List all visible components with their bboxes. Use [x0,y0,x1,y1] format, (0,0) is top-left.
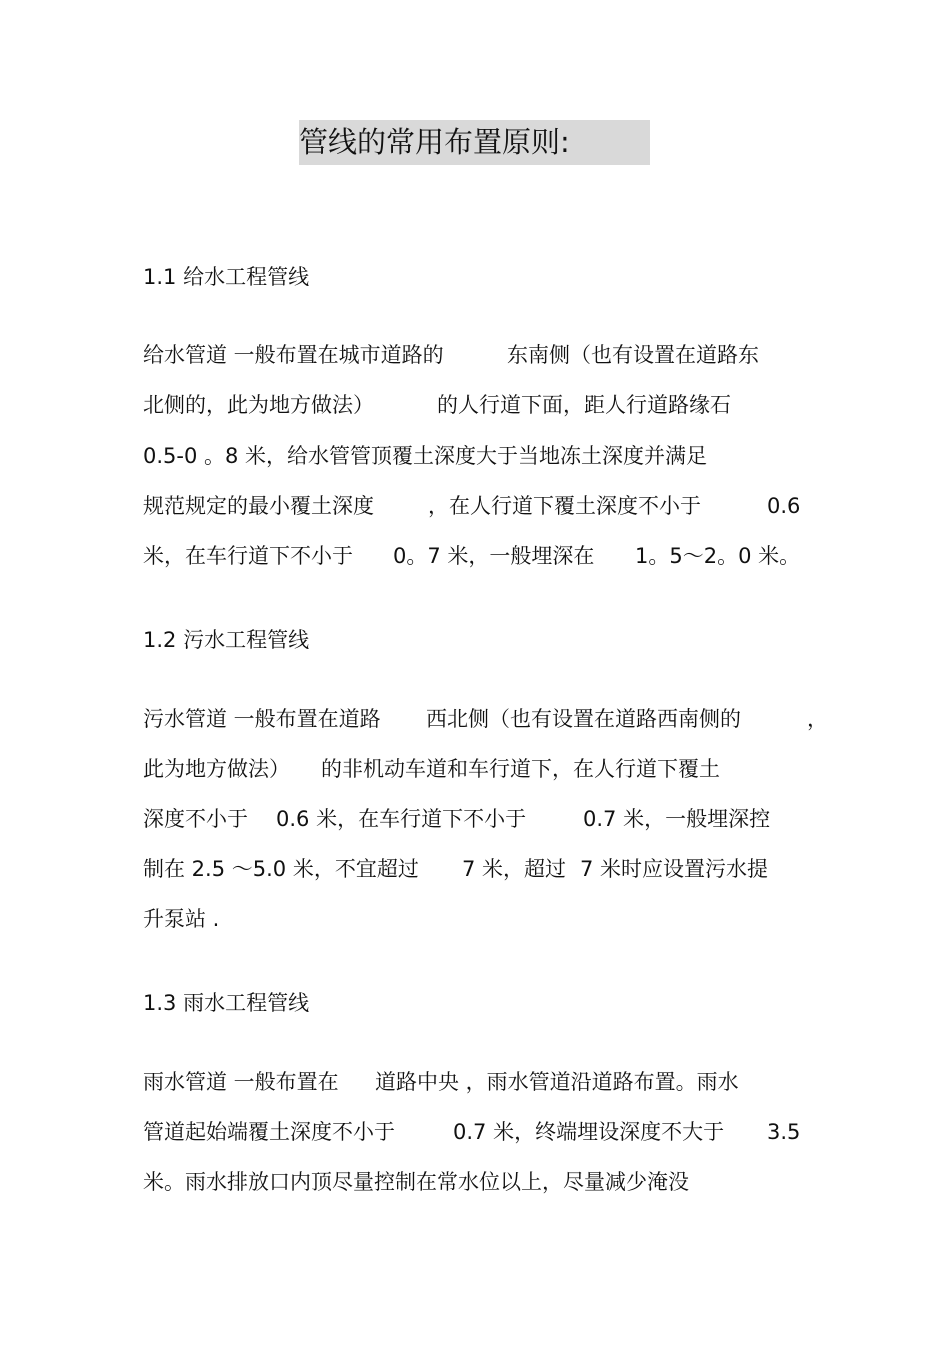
text-segment: 此为地方做法） [143,757,290,781]
text-segment: ， [807,707,828,731]
text-segment: 污水管道 一般布置在道路 [143,707,381,731]
text-segment: 1。5～2。0 米。 [635,544,801,568]
section-heading-1-3: 1.3 雨水工程管线 [143,991,310,1015]
text-segment: 0.7 米，终端埋设深度不大于 [453,1120,725,1144]
text-segment: ，在人行道下覆土深度不小于 [428,494,701,518]
paragraph-line [0,854,950,884]
text-segment: 0.7 米，一般埋深控 [583,807,771,831]
paragraph-line [0,754,950,784]
text-segment: 0.5-0 。8 米，给水管管顶覆土深度大于当地冻土深度并满足 [143,444,708,468]
paragraph-line [0,441,950,471]
paragraph-line [0,1067,950,1097]
paragraph-line [0,1167,950,1197]
text-segment: 雨水管道 一般布置在 [143,1070,339,1094]
text-segment: 3.5 [767,1120,801,1144]
text-segment: 道路中央 ，雨水管道沿道路布置。雨水 [375,1070,739,1094]
paragraph-line [0,340,950,370]
text-segment: 给水管道 一般布置在城市道路的 [143,343,444,367]
text-segment: 制在 2.5 ～5.0 米，不宜超过 [143,857,419,881]
text-segment: 米，在车行道下不小于 [143,544,353,568]
section-heading-1-1: 1.1 给水工程管线 [143,265,310,289]
text-segment: 0.6 米，在车行道下不小于 [276,807,527,831]
paragraph-line [0,491,950,521]
text-segment: 0.6 [767,494,801,518]
text-segment: 规范规定的最小覆土深度 [143,494,374,518]
paragraph-line [0,390,950,420]
paragraph-line [0,704,950,734]
text-segment: 北侧的，此为地方做法） [143,393,374,417]
text-segment: 米。雨水排放口内顶尽量控制在常水位以上，尽量减少淹没 [143,1170,689,1194]
page-title: 管线的常用布置原则: [299,120,650,165]
text-segment: 管道起始端覆土深度不小于 [143,1120,395,1144]
paragraph-line [0,804,950,834]
text-segment: 西北侧（也有设置在道路西南侧的 [426,707,741,731]
text-segment: 7 米时应设置污水提 [580,857,769,881]
paragraph-line [0,1117,950,1147]
text-segment: 的人行道下面，距人行道路缘石 [437,393,731,417]
section-heading-1-2: 1.2 污水工程管线 [143,628,310,652]
text-segment: 深度不小于 [143,807,248,831]
text-segment: 的非机动车道和车行道下，在人行道下覆土 [321,757,720,781]
text-segment: 升泵站 . [143,907,220,931]
paragraph-line [0,904,950,934]
paragraph-line [0,541,950,571]
text-segment: 东南侧（也有设置在道路东 [507,343,759,367]
text-segment: 0。7 米，一般埋深在 [393,544,595,568]
text-segment: 7 米，超过 [462,857,567,881]
